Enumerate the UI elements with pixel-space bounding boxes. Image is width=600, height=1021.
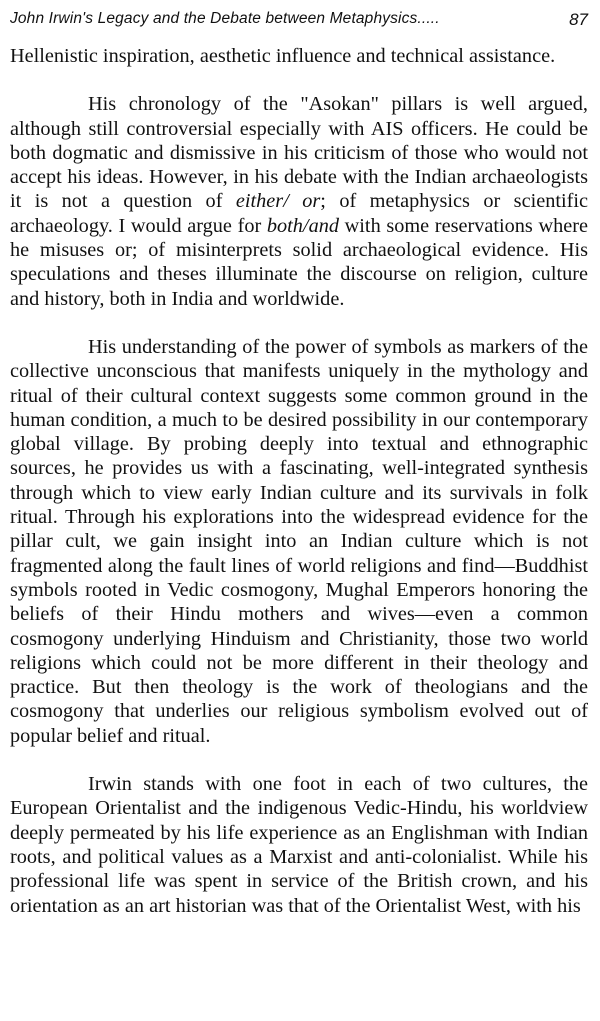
paragraph-two-cultures: Irwin stands with one foot in each of two cultures, the European Orientalist and the indigenous Vedic-Hindu, his worldview deeply permeated by his life experience as an Englishman with Indian roots, and political values as a Marxist and anti-colonialist. While his professional life was spent in service of the British crown, and his orientation as an art historian was that of the Orientalist West, with his — [10, 773, 588, 917]
body-text — [10, 44, 588, 918]
paragraph-text: with some reservations where he misuses or; of misinterprets solid archaeological evidence. His speculations and theses illuminate the discourse on religion, culture and history, both in India and worldwide. — [10, 214, 588, 310]
paragraph-symbols: His understanding of the power of symbols as markers of the collective unconscious that manifests uniquely in the mythology and ritual of their cultural context suggests some common ground in the human condition, a much to be desired possibility in our contemporary global village. By probing deeply into textual and ethnographic sources, he provides us with a fascinating, well-integrated synthesis through which to view early Indian culture and its survivals in folk ritual. Through his explorations into the widespread evidence for the pillar cult, we gain insight into an Indian culture which is not fragmented along the fault lines of world religions and find—Buddhist symbols rooted in Vedic cosmogony, Mughal Emperors honoring the beliefs of their Hindu mothers and wives—even a common cosmogony underlying Hinduism and Christianity, those two world religions which could not be more different in their theology and practice. But then theology is the work of theologians and the cosmogony that underlies our religious symbolism evolved out of popular belief and ritual. — [10, 335, 588, 747]
paragraph-text: His chronology of the "Asokan" pillars is well argued, although still controversial especially with AIS officers. He could be both dogmatic and dismissive in his criticism of those who would not accept his ideas. However, in his debate with the Indian archaeologists it is not a question of — [10, 93, 588, 213]
emphasis-both-and: both/and — [266, 214, 339, 237]
running-title: John Irwin's Legacy and the Debate between Metaphysics..... — [10, 10, 440, 27]
paragraph-chronology — [10, 92, 588, 311]
emphasis-either-or: either/ or — [235, 190, 321, 213]
paragraph-continuation: Hellenistic inspiration, aesthetic influence and technical assistance. — [10, 45, 556, 67]
paragraph-text: ; of metaphysics or scientific archaeology. I would argue for — [10, 190, 589, 237]
running-header — [10, 0, 588, 44]
page-number: 87 — [569, 10, 588, 29]
